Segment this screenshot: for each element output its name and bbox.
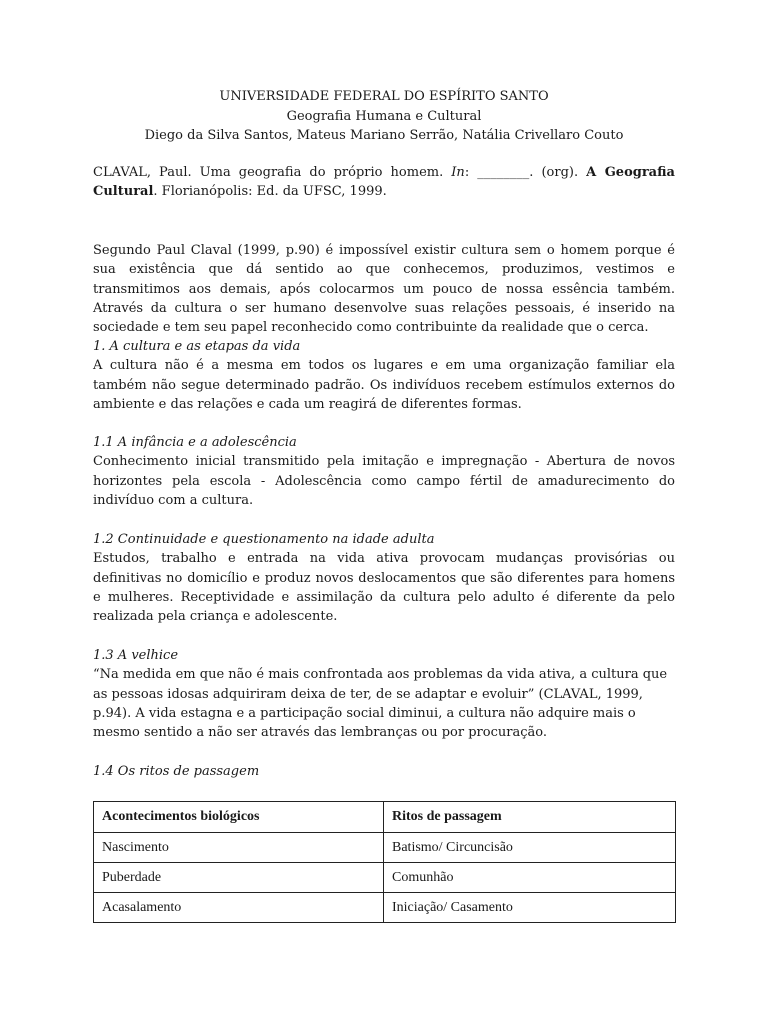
section-1-1 [93,433,675,510]
section-text: Estudos, trabalho e entrada na vida ativa provocam mudanças provisórias ou definitivas no domicílio e produz novos deslocamentos que são diferentes para homens e mulheres. Receptividade e assimilação da cultura pelo adulto é diferente da pelo realizada pela criança e adolescente. [93,551,675,625]
reference-book-title: A Geografia Cultural [93,165,675,200]
reference-part3: . Florianópolis: Ed. da UFSC, 1999. [153,184,387,200]
table-cell: Acasalamento [94,893,384,923]
section-text: “Na medida em que não é mais confrontada aos problemas da vida ativa, a cultura que as pessoas idosas adquiriram deixa de ter, de se adaptar e evoluir” (CLAVAL, 1999, p.94). A vida estagna e a participação social diminui, a cultura não adquire mais o mesmo sentido a não ser através das lembranças ou por procuração. [93,667,668,741]
table-row [94,863,676,893]
table-header-cell: Ritos de passagem [384,802,676,833]
reference-part2: : ________. (org). [464,165,587,180]
table-header-row [94,802,676,833]
intro-text: Segundo Paul Claval (1999, p.90) é impossível existir cultura sem o homem porque é sua existência que dá sentido ao que conhecemos, produzimos, vestimos e transmitimos aos demais, após colocarmos um pouco de nossa essência também. Através da cultura o ser humano desenvolve suas relações pessoais, é inserido na sociedade e tem seu papel reconhecido como contribuinte da realidade que o cerca. [93,243,675,336]
bibliographic-reference [93,163,675,202]
section-text: A cultura não é a mesma em todos os lugares e em uma organização familiar ela também não segue determinado padrão. Os indivíduos recebem estímulos externos do ambiente e das relações e cada um reagirá de diferentes formas. [93,358,675,412]
table-cell: Iniciação/ Casamento [384,893,676,923]
course-name: Geografia Humana e Cultural [286,108,482,124]
table-row [94,893,676,923]
reference-in: In [451,165,465,180]
university-name: UNIVERSIDADE FEDERAL DO ESPÍRITO SANTO [219,89,549,104]
section-1-3 [93,646,675,742]
section-text: Conhecimento inicial transmitido pela imitação e impregnação - Abertura de novos horizontes pela escola - Adolescência como campo fértil de amadurecimento do indivíduo com a cultura. [93,454,675,508]
section-heading: 1.2 Continuidade e questionamento na idade adulta [93,532,435,547]
table-row [94,833,676,863]
section-1-4 [93,762,675,781]
table-cell: Comunhão [384,863,676,893]
section-heading: 1. A cultura e as etapas da vida [93,339,301,354]
table-cell: Batismo/ Circuncisão [384,833,676,863]
section-heading: 1.1 A infância e a adolescência [93,435,297,450]
intro-paragraph [93,241,675,337]
section-heading: 1.3 A velhice [93,648,179,663]
table-cell: Nascimento [94,833,384,863]
table-header-cell: Acontecimentos biológicos [94,802,384,833]
section-1-2 [93,530,675,626]
section-heading: 1.4 Os ritos de passagem [93,764,260,779]
rites-table [93,801,676,923]
authors: Diego da Silva Santos, Mateus Mariano Serrão, Natália Crivellaro Couto [144,128,624,143]
section-1 [93,337,675,414]
document-header [0,87,768,146]
table-cell: Puberdade [94,863,384,893]
reference-part1: CLAVAL, Paul. Uma geografia do próprio homem. [93,165,452,180]
